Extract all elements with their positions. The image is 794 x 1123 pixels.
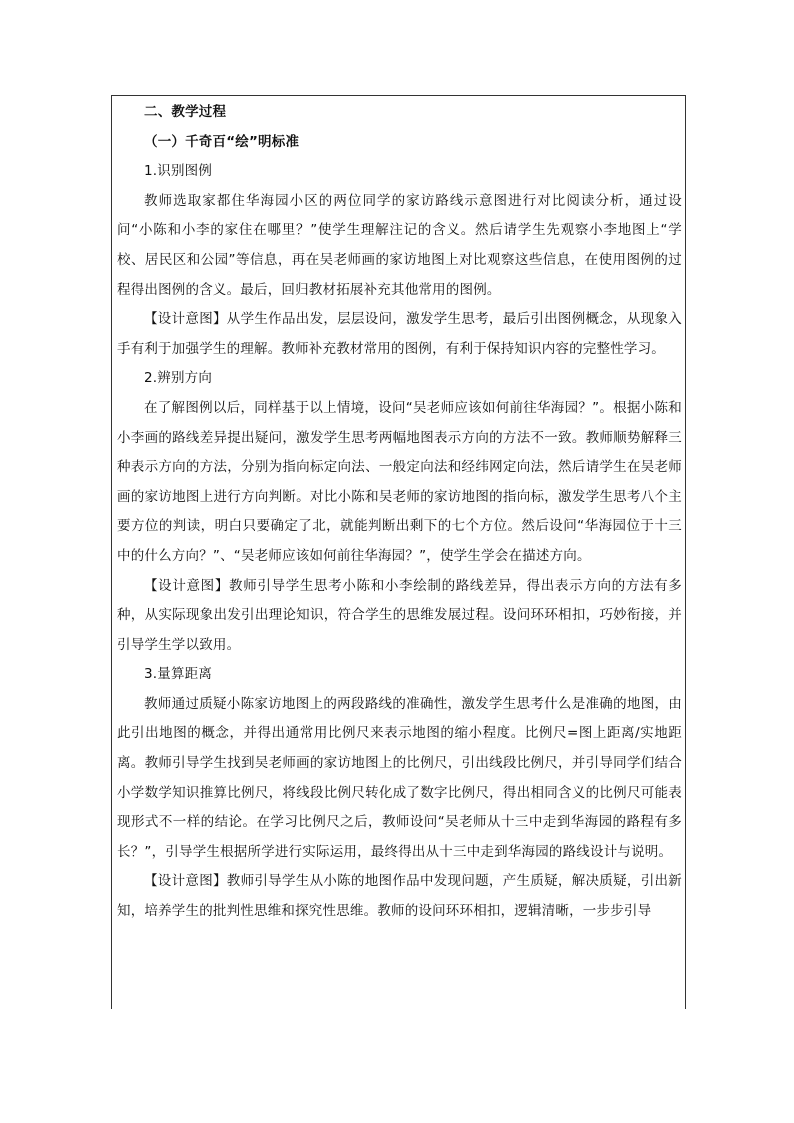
- item-heading-direction: 2.辨别方向: [144, 370, 213, 387]
- item-body-direction: 在了解图例以后，同样基于以上情境，设问“吴老师应该如何前往华海园？”。根据小陈和小李画的路线差异提出疑问，激发学生思考两幅地图表示方向的方法不一致。教师顺势解释三种表示方向的方法，分别为指向标定向法、一般定向法和经纬网定向法，然后请学生在吴老师画的家访地图上进行方向判断。对比小陈和吴老师的家访地图的指向标，激发学生思考八个主要方位的判读，明白只要确定了北，就能判断出剩下的七个方位。然后设问“华海园位于十三中的什么方向？”、“吴老师应该如何前往华海园？”，使学生学会在描述方向。: [117, 399, 682, 564]
- item-heading-distance: 3.量算距离: [144, 666, 213, 683]
- section-title: 二、教学过程: [144, 104, 227, 120]
- item-body-legend: 教师选取家都住华海园小区的两位同学的家访路线示意图进行对比阅读分析，通过设问“小陈和小李的家住在哪里？”使学生理解注记的含义。然后请学生先观察小李地图上“学校、居民区和公园”等信息，再在吴老师画的家访地图上对比观察这些信息，在使用图例的过程得出图例的含义。最后，回归教材拓展补充其他常用的图例。: [117, 192, 682, 298]
- design-intent-legend: 【设计意图】从学生作品出发，层层设问，激发学生思考，最后引出图例概念，从现象入手有利于加强学生的理解。教师补充教材常用的图例，有利于保持知识内容的完整性学习。: [117, 311, 682, 357]
- lesson-content: [117, 98, 682, 927]
- subsection-title: （一）千奇百“绘”明标准: [144, 133, 300, 150]
- design-intent-direction: 【设计意图】教师引导学生思考小陈和小李绘制的路线差异，得出表示方向的方法有多种，从实际现象出发引出理论知识，符合学生的思维发展过程。设问环环相扣，巧妙衔接，并引导学生学以致用。: [117, 577, 682, 653]
- item-heading-legend: 1.识别图例: [144, 163, 213, 180]
- design-intent-distance: 【设计意图】教师引导学生从小陈的地图作品中发现问题，产生质疑，解决质疑，引出新知，培养学生的批判性思维和探究性思维。教师的设问环环相扣，逻辑清晰，一步步引导: [117, 873, 682, 920]
- item-body-distance: 教师通过质疑小陈家访地图上的两段路线的准确性，激发学生思考什么是准确的地图，由此引出地图的概念，并得出通常用比例尺来表示地图的缩小程度。比例尺=图上距离/实地距离。教师引导学生找到吴老师画的家访地图上的比例尺，引出线段比例尺，并引导同学们结合小学数学知识推算比例尺，将线段比例尺转化成了数字比例尺，得出相同含义的比例尺可能表现形式不一样的结论。在学习比例尺之后，教师设问“吴老师从十三中走到华海园的路程有多长？”，引导学生根据所学进行实际运用，最终得出从十三中走到华海园的路线设计与说明。: [117, 695, 682, 860]
